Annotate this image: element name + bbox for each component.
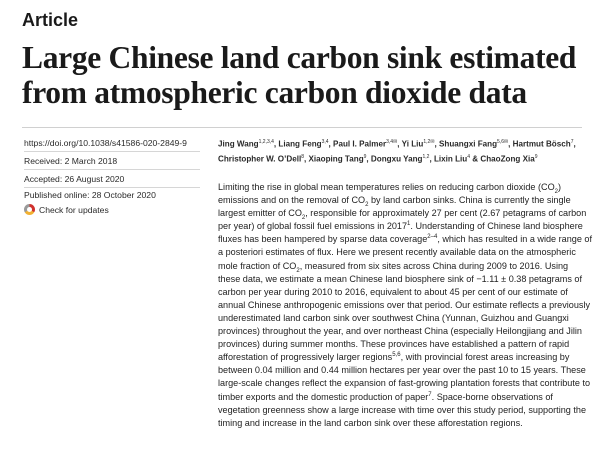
author-name[interactable]: Yi Liu xyxy=(401,139,424,149)
author-affiliation: 4 xyxy=(467,154,471,161)
abstract-text: , responsible for approximately 27 per cent (2.67 petagrams of carbon per year) of global fossil fuel emissions in 2017 xyxy=(218,208,587,232)
abstract-text: , which has resulted in a wide range of a posteriori estimates of flux. Here we present recently available data on the atmospheric mole fraction of CO xyxy=(218,234,592,271)
subscript: 2 xyxy=(365,201,369,208)
doi-link[interactable]: https://doi.org/10.1038/s41586-020-2849-9 xyxy=(24,138,187,148)
author-affiliation: 9 xyxy=(534,154,538,161)
abstract-text: . Space-borne observations of vegetation greenness show a large increase with time over this study period, supporting the timing and increase in the land carbon sink over these afforestation regions. xyxy=(218,391,586,428)
author-affiliation: 8 xyxy=(301,154,304,161)
meta-divider xyxy=(24,169,200,170)
subscript: 2 xyxy=(554,188,558,195)
author-name[interactable]: Hartmut Bösch xyxy=(512,139,571,149)
received-date: Received: 2 March 2018 xyxy=(24,156,118,166)
subscript: 2 xyxy=(301,215,306,221)
abstract-text: , measured from six sites across China during 2009 to 2016. Using these data, we estimate a mean Chinese land biosphere sink of −1.11 ± 0.38 petagrams of carbon per year during 2010 to 2016, equivalent to about 45 per cent of our estimate of annual Chinese anthropogenic emissions over that period. Our estimate reflects a previously underestimated land carbon sink over southwest China (Yunnan, Guizhou and Guangxi provinces) throughout the year, and over northeast China (especially Heilongjiang and Jilin provinces) during summer months. These provinces have established a pattern of rapid afforestation of progressively larger regions xyxy=(218,260,591,363)
reference-superscript[interactable]: 1 xyxy=(407,221,411,228)
author-name[interactable]: Shuangxi Fang xyxy=(439,139,498,149)
author-list: Jing Wang$^{1,2,3,4}$, Liang Feng$^{3,4}$, Paul I. Palmer$^{3,4✉}$, Yi Liu$^{1,2✉}$, Shuangxi Fang$^{5,6✉}$, Hartmut Bösch$^7$, Christopher W. O’Dell$^8$, Xiaoping Tang$^9$, Dongxu Yang$^{1,2}$, Lixin Liu$^4$ & ChaoZong Xia$^9$ xyxy=(218,139,576,164)
crossmark-icon xyxy=(24,204,35,215)
author-name[interactable]: Christopher W. O’Dell xyxy=(218,154,302,164)
author-affiliation: 3,4✉ xyxy=(386,139,398,145)
author-affiliation: 1,2,3,4 xyxy=(258,139,274,145)
author-affiliation: 7 xyxy=(570,139,574,145)
author-name[interactable]: Dongxu Yang xyxy=(370,154,423,164)
abstract-text: . Understanding of Chinese land biosphere fluxes has been hampered by sparse data coverage xyxy=(218,221,583,245)
author-name[interactable]: Paul I. Palmer xyxy=(333,139,387,149)
check-for-updates-button[interactable] xyxy=(24,204,109,215)
author-affiliation: 1,2✉ xyxy=(423,139,435,145)
subscript: 2 xyxy=(296,267,300,274)
reference-superscript[interactable]: 7 xyxy=(428,391,432,398)
author-name[interactable]: ChaoZong Xia xyxy=(480,154,535,164)
title-divider xyxy=(22,127,582,128)
author-affiliation: 9 xyxy=(363,154,367,161)
abstract xyxy=(218,181,592,430)
reference-superscript[interactable]: 2–4 xyxy=(427,234,438,241)
author-name[interactable]: Liang Feng xyxy=(278,139,322,149)
abstract-text: , with provincial forest areas increasing by between 0.04 million and 0.44 million hectares per year over the past 10 to 15 years. These large-scale changes reflect the expansion of fast-growing plantation forests that contribute to timber exports and the domestic production of paper xyxy=(218,352,591,402)
author-affiliation: 5,6✉ xyxy=(497,139,509,145)
abstract-text: ) emissions and on the removal of CO xyxy=(218,182,562,206)
published-date: Published online: 28 October 2020 xyxy=(24,190,156,200)
abstract-text: Limiting the rise in global mean temperatures relies on reducing carbon dioxide (CO xyxy=(218,182,555,192)
author-name[interactable]: Jing Wang xyxy=(218,139,259,149)
accepted-date: Accepted: 26 August 2020 xyxy=(24,174,125,184)
author-affiliation: 3,4 xyxy=(321,139,329,145)
reference-superscript[interactable]: 5,6 xyxy=(392,352,401,359)
abstract-text: by land carbon sinks. China is currently the single largest emitter of CO xyxy=(218,195,571,219)
author-name[interactable]: Lixin Liu xyxy=(433,154,468,164)
meta-divider xyxy=(24,187,200,188)
article-title: Large Chinese land carbon sink estimated from atmospheric carbon dioxide data xyxy=(22,40,577,110)
meta-divider xyxy=(24,151,200,152)
author-name[interactable]: Xiaoping Tang xyxy=(308,154,364,164)
check-for-updates-label: Check for updates xyxy=(39,204,109,215)
article-type-label: Article xyxy=(22,10,79,30)
author-affiliation: 1,2 xyxy=(422,154,430,161)
